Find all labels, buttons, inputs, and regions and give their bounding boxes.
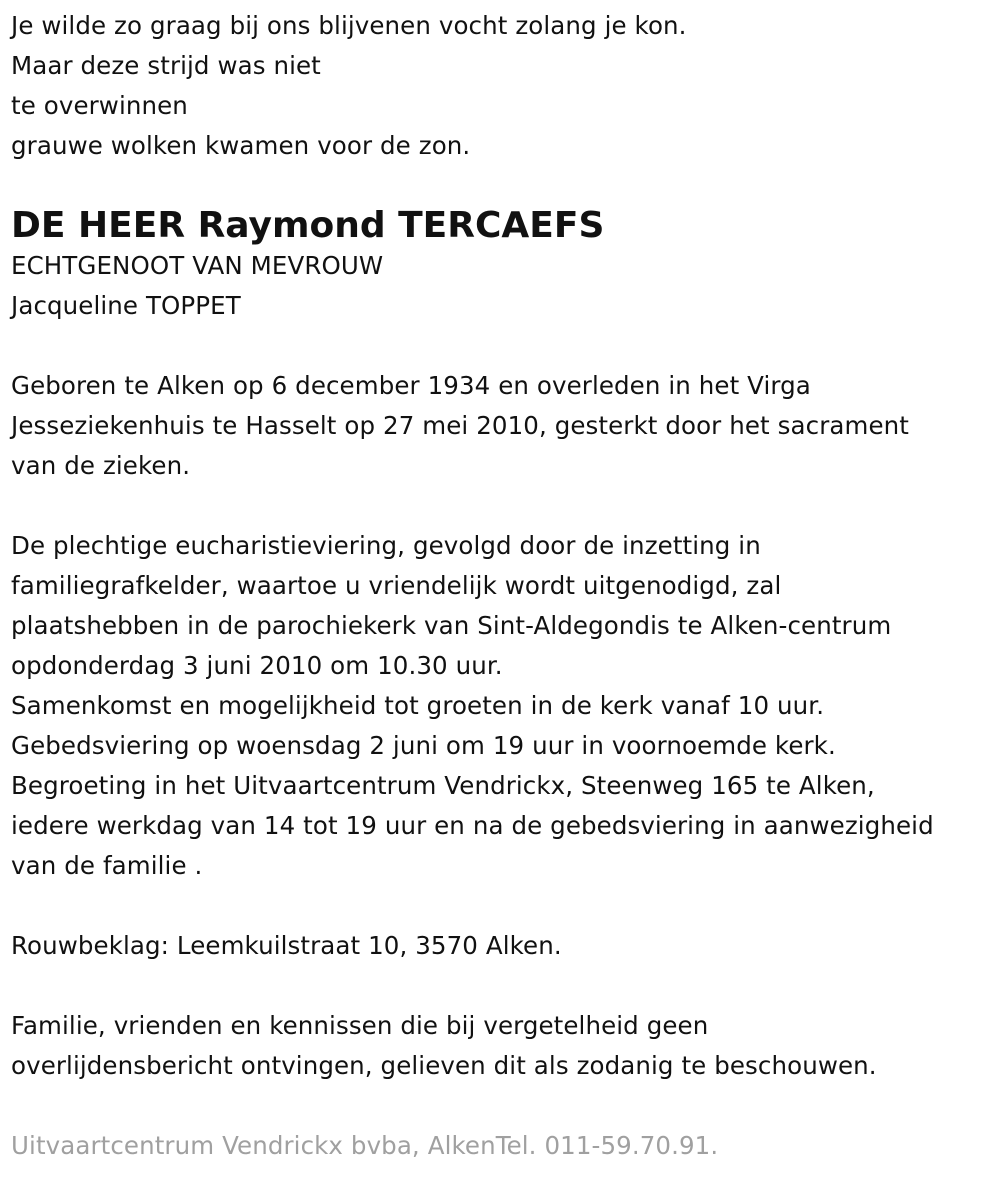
paragraph-line: iedere werkdag van 14 tot 19 uur en na de gebedsviering in aanwezigheid (11, 811, 934, 840)
spouse-info (11, 246, 996, 326)
poem-line: Maar deze strijd was niet (11, 51, 321, 80)
paragraph-line: plaatshebben in de parochiekerk van Sint-Aldegondis te Alken-centrum (11, 611, 892, 640)
paragraph-line: Samenkomst en mogelijkheid tot groeten in de kerk vanaf 10 uur. (11, 691, 825, 720)
ceremony-paragraph (11, 526, 996, 886)
paragraph-line: Jesseziekenhuis te Hasselt op 27 mei 2010, gesterkt door het sacrament (11, 411, 909, 440)
spacer (11, 966, 996, 1006)
spacer (11, 486, 996, 526)
spouse-line: Jacqueline TOPPET (11, 291, 241, 320)
condolence-address: Rouwbeklag: Leemkuilstraat 10, 3570 Alken. (11, 931, 562, 960)
paragraph-line: van de zieken. (11, 451, 191, 480)
paragraph-line: Begroeting in het Uitvaartcentrum Vendrickx, Steenweg 165 te Alken, (11, 771, 875, 800)
poem-line: Je wilde zo graag bij ons blijvenen vocht zolang je kon. (11, 11, 687, 40)
notice-paragraph (11, 1006, 996, 1086)
funeral-home-footer: Uitvaartcentrum Vendrickx bvba, AlkenTel. 011-59.70.91. (11, 1131, 719, 1160)
spacer (11, 886, 996, 926)
poem-line: grauwe wolken kwamen voor de zon. (11, 131, 471, 160)
paragraph-line: De plechtige eucharistieviering, gevolgd door de inzetting in (11, 531, 761, 560)
paragraph-line: opdonderdag 3 juni 2010 om 10.30 uur. (11, 651, 503, 680)
birth-death-paragraph (11, 366, 996, 486)
spacer (11, 1086, 996, 1126)
poem (11, 6, 996, 166)
spacer (11, 166, 996, 206)
paragraph-line: Familie, vrienden en kennissen die bij vergetelheid geen (11, 1011, 709, 1040)
paragraph-line: Geboren te Alken op 6 december 1934 en overleden in het Virga (11, 371, 811, 400)
paragraph-line: van de familie . (11, 851, 203, 880)
paragraph-line: Gebedsviering op woensdag 2 juni om 19 uur in voornoemde kerk. (11, 731, 836, 760)
spouse-line: ECHTGENOOT VAN MEVROUW (11, 251, 384, 280)
paragraph-line: overlijdensbericht ontvingen, gelieven dit als zodanig te beschouwen. (11, 1051, 877, 1080)
paragraph-line: familiegrafkelder, waartoe u vriendelijk wordt uitgenodigd, zal (11, 571, 782, 600)
obituary-document (11, 6, 996, 1166)
deceased-name-heading: DE HEER Raymond TERCAEFS (11, 205, 605, 246)
spacer (11, 326, 996, 366)
poem-line: te overwinnen (11, 91, 188, 120)
